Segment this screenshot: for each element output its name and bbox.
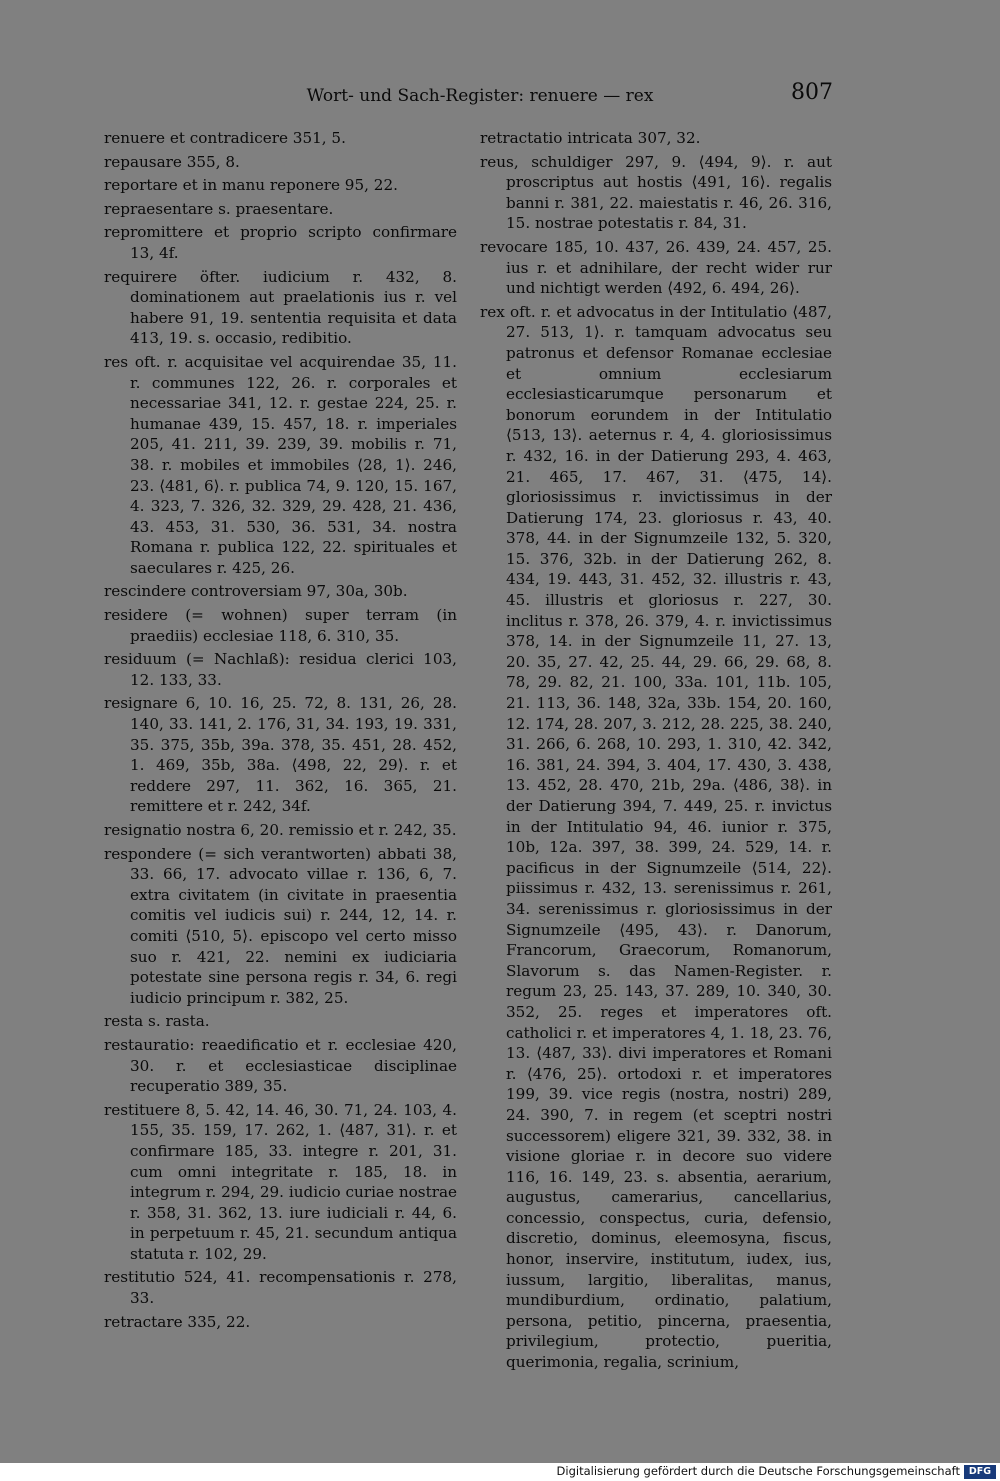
index-entry: retractare 335, 22.	[104, 1312, 251, 1331]
index-entry: rescindere controversiam 97, 30a, 30b.	[104, 582, 408, 601]
index-entry: res oft. r. acquisitae vel acquirendae 35, 11. r. communes 122, 26. r. corporales et necessariae 341, 12. r. gestae 224, 25. r. humanae 439, 15. 457, 18. r. imperiales 205, 41. 211, 39. 239, 39. mobilis r. 71, 38. r. mobiles et immobiles ⟨28, 1⟩. 246, 23. ⟨481, 6⟩. r. publica 74, 9. 120, 15. 167, 4. 323, 7. 326, 32. 329, 29. 428, 21. 436, 43. 453, 31. 530, 36. 531, 34. nostra Romana r. publica 122, 22. spirituales et saeculares r. 425, 26.	[104, 352, 457, 577]
dfg-logo: DFG	[964, 1465, 996, 1479]
footer-bar	[0, 1463, 1000, 1481]
index-entry: renuere et contradicere 351, 5.	[104, 129, 346, 147]
index-entry: residuum (= Nachlaß): residua clerici 103, 12. 133, 33.	[104, 650, 457, 689]
index-entry: reportare et in manu reponere 95, 22.	[104, 176, 398, 195]
index-entry: resignare 6, 10. 16, 25. 72, 8. 131, 26, 28. 140, 33. 141, 2. 176, 31, 34. 193, 19. 331, 35. 375, 35b, 39a. 378, 35. 451, 28. 452, 1. 469, 35b, 38a. ⟨498, 22, 29⟩. r. et reddere 297, 11. 362, 16. 365, 21. remittere et r. 242, 34f.	[104, 694, 457, 816]
index-entry: repraesentare s. praesentare.	[104, 199, 334, 218]
page-number: 807	[791, 80, 833, 105]
footer-credit: Digitalisierung gefördert durch die Deutsche Forschungsgemeinschaft	[556, 1464, 960, 1478]
index-entry: respondere (= sich verantworten) abbati 38, 33. 66, 17. advocato villae r. 136, 6, 7. extra civitatem (in civitate in praesentia comitis vel iudicis sui) r. 244, 12, 14. r. comiti ⟨510, 5⟩. episcopo vel certo misso suo r. 421, 22. nemini ex iudiciaria potestate sine persona regis r. 34, 6. regi iudicio principum r. 382, 25.	[104, 844, 457, 1007]
index-entry: restauratio: reaedificatio et r. ecclesiae 420, 30. r. et ecclesiasticae disciplinae recuperatio 389, 35.	[104, 1035, 457, 1096]
left-column	[104, 128, 457, 1335]
index-entry: retractatio intricata 307, 32.	[480, 129, 701, 147]
index-entry: repausare 355, 8.	[104, 152, 240, 171]
index-entry: restituere 8, 5. 42, 14. 46, 30. 71, 24. 103, 4. 155, 35. 159, 17. 262, 1. ⟨487, 31⟩. r. et confirmare 185, 33. integre r. 201, 31. cum omni integritate r. 185, 18. in integrum r. 294, 29. iudicio curiae nostrae r. 358, 31. 362, 13. iure iudiciali r. 44, 6. in perpetuum r. 45, 21. secundum antiqua statuta r. 102, 29.	[104, 1100, 457, 1263]
right-column	[480, 128, 832, 1376]
index-entry: residere (= wohnen) super terram (in praediis) ecclesiae 118, 6. 310, 35.	[104, 606, 457, 645]
index-entry: rex oft. r. et advocatus in der Intitulatio ⟨487, 27. 513, 1⟩. r. tamquam advocatus seu patronus et defensor Romanae ecclesiae et omnium ecclesiarum ecclesiasticarumque personarum et bonorum eorundem in der Intitulatio ⟨513, 13⟩. aeternus r. 4, 4. gloriosissimus r. 432, 16. in der Datierung 293, 4. 463, 21. 465, 17. 467, 31. ⟨475, 14⟩. gloriosissimus r. invictissimus in der Datierung 174, 23. gloriosus r. 43, 40. 378, 44. in der Signumzeile 132, 5. 320, 15. 376, 32b. in der Datierung 262, 8. 434, 19. 443, 31. 452, 32. illustris r. 43, 45. illustris et gloriosus r. 227, 30. inclitus r. 378, 26. 379, 4. r. invictissimus 378, 14. in der Signumzeile 11, 27. 13, 20. 35, 27. 42, 25. 44, 29. 66, 29. 68, 8. 78, 29. 82, 21. 100, 33a. 101, 11b. 105, 21. 113, 36. 148, 32a, 33b. 154, 20. 160, 12. 174, 28. 207, 3. 212, 28. 225, 38. 240, 31. 266, 6. 268, 10. 293, 1. 310, 42. 342, 16. 381, 24. 394, 3. 404, 17. 430, 3. 438, 13. 452, 28. 470, 21b, 29a. ⟨486, 38⟩. in der Datierung 394, 7. 449, 25. r. invictus in der Intitulatio 94, 46. iunior r. 375, 10b, 12a. 397, 38. 399, 24. 529, 14. r. pacificus in der Signumzeile ⟨514, 22⟩. piissimus r. 432, 13. serenissimus r. 261, 34. serenissimus r. gloriosissimus in der Signumzeile ⟨495, 43⟩. r. Danorum, Francorum, Graecorum, Romanorum, Slavorum s. das Namen-Register. r. regum 23, 25. 143, 37. 289, 10. 340, 30. 352, 25. reges et imperatores oft. catholici r. et imperatores 4, 1. 18, 23. 76, 13. ⟨487, 33⟩. divi imperatores et Romani r. ⟨476, 25⟩. ortodoxi r. et imperatores 199, 39. vice regis (nostra, nostri) 289, 24. 390, 7. in regem (et sceptri nostri successorem) eligere 321, 39. 332, 38. in visione gloriae r. in decore suo videre 116, 16. 149, 23. s. absentia, aerarium, augustus, camerarius, cancellarius, concessio, conspectus, curia, defensio, discretio, dominus, eleemosyna, fiscus, honor, inservire, institutum, iudex, ius, iussum, largitio, liberalitas, manus, mundiburdium, ordinatio, palatium, persona, petitio, pincerna, praesentia, privilegium, protectio, pueritia, querimonia, regalia, scrinium,	[480, 302, 832, 1372]
running-header: Wort- und Sach-Register: renuere — rex	[306, 86, 654, 106]
index-entry: reus, schuldiger 297, 9. ⟨494, 9⟩. r. aut proscriptus aut hostis ⟨491, 16⟩. regalis banni r. 381, 22. maiestatis r. 46, 26. 316, 15. nostrae potestatis r. 84, 31.	[480, 152, 832, 233]
index-entry: restitutio 524, 41. recompensationis r. 278, 33.	[104, 1268, 457, 1308]
index-entry: requirere öfter. iudicium r. 432, 8. dominationem aut praelationis ius r. vel habere 91, 19. sententia requisita et data 413, 19. s. occasio, redibitio.	[104, 267, 457, 348]
index-entry: resignatio nostra 6, 20. remissio et r. 242, 35.	[104, 821, 457, 839]
index-entry: resta s. rasta.	[104, 1012, 210, 1031]
index-entry: revocare 185, 10. 437, 26. 439, 24. 457, 25. ius r. et adnihilare, der recht wider rur und nichtigt werden ⟨492, 6. 494, 26⟩.	[480, 237, 832, 298]
index-entry: repromittere et proprio scripto confirmare 13, 4f.	[104, 223, 457, 262]
